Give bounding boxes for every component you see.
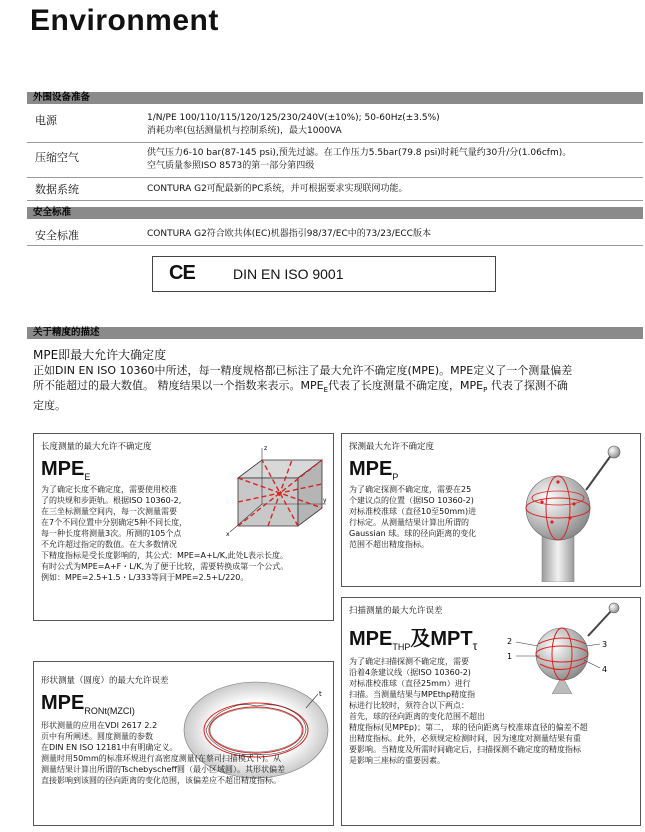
panel-length-line: 了的块规和步距轨。根据ISO 10360-2, [41,496,182,505]
section-header-accuracy: 关于精度的描述 [27,327,643,339]
panel-length-line: 不允许超过指定的数值。在大多数情况 [41,540,177,549]
panel-scanning-line: 出精度指标。此外，必须规定检测时间，因为速度对测量结果有重 [349,734,581,743]
mpe-para-4: 代表了探测不确 [487,379,568,392]
panel-scanning-symbol [349,622,477,653]
panel-length-line: 例如：MPE=2.5+1.5・L/333等同于MPE=2.5+L/220。 [41,573,249,582]
panel-length-line: 为了确定长度不确定度，需要使用校准 [41,485,177,494]
panel-scanning-title: 扫描测量的最大允许误差 [349,606,443,616]
section-header-environment: 外围设备准备 [27,92,643,104]
tolerance-t-label: t [319,690,322,698]
panel-scanning-mpt-text: MPT [430,628,473,650]
panel-probing-line: Gaussian 球。球的径向距离的变化 [349,529,477,538]
panel-length-symbol [41,458,90,482]
row-air [27,143,643,178]
row-data [27,178,643,201]
panel-form-mpe-text: MPE [41,692,85,714]
panel-form-title: 形状测量（圆度）的最大允许误差 [41,676,169,686]
panel-scanning-mpe-text: MPE [349,628,393,650]
panel-scanning-and: 及 [410,628,431,650]
panel-probing-mpe [341,433,641,587]
panel-scanning-line: 扫描。当测量结果与MPEthp精度指 [349,690,476,699]
panel-probing-text [349,484,476,550]
panel-probing-line: 为了确定探测不确定度，需要在25 [349,485,472,494]
mpe-para-1: 正如DIN EN ISO 10360中所述，每一精度规格都已标注了最大允许不确定度(MPE)。MPE定义了一个测量偏差 [33,364,573,377]
mpe-sub-e: E [323,386,329,395]
panel-length-line: 在7个不同位置中分别确定5种不同长度， [41,518,188,527]
panel-probing-symbol [349,458,398,482]
calibration-sphere-diagram [522,442,638,582]
mpe-paragraph [33,363,638,413]
panel-form-line: 测量结果计算出所谓的Tschebyscheff圆（最小区域圆）。其形状偏差 [41,765,286,774]
panel-length-mpe-text: MPE [41,458,85,480]
panel-length-line: 下精度指标是受长度影响的，其公式：MPE=A+L/K,此处L表示长度。 [41,551,289,560]
certification-box [152,256,496,292]
panel-scanning-sub: THP [392,642,411,652]
panel-form-line: 页中有所阐述。圆度测量的参数 [41,732,153,741]
panel-form-line: 形状测量的应用在VDI 2617 2.2 [41,721,158,730]
section-header-safety: 安全标准 [27,207,643,219]
row-power-label: 电源 [35,114,57,127]
panel-scanning-text [349,656,588,766]
panel-scanning-line: 对标准校准球（直径25mm）进行 [349,679,471,688]
panel-scanning-mpe [341,597,641,826]
panel-form-text [41,720,285,786]
row-safety-line-1: CONTURA G2符合欧共体(EC)机器指引98/37/EC中的73/23/ECC版本 [147,229,431,239]
panel-scanning-line: 标进行比较时，须符合以下两点： [349,701,469,710]
mpe-sub-p: P [483,386,488,395]
row-safety-label: 安全标准 [35,229,79,242]
ce-mark: CE [169,262,195,284]
din-iso-label: DIN EN ISO 9001 [233,266,344,282]
axis-y-label: y [323,497,327,504]
panel-length-mpe [33,433,334,621]
panel-form-line: 测量时用50mm的标准环规进行高密度测量(在蔡司扫描模式下)。从 [41,754,282,763]
panel-length-line: 每一种长度将测量3次。所测的105个点 [41,529,182,538]
panel-form-mpe [33,661,334,826]
row-air-line-2: 空气质量参照ISO 8573的第一部分第四级 [147,161,315,171]
panel-probing-line: 对标准校准球（直径10至50mm)进 [349,507,477,516]
panel-scanning-tau: τ [472,639,478,653]
callout-4: 4 [602,665,608,674]
page-title: Environment [30,4,219,37]
axis-x-label: x [226,531,230,538]
callout-1: 1 [507,652,513,661]
panel-length-line: 有时公式为MPE=A+F・L/K,为了便于比较，需要转换成第一个公式。 [41,562,289,571]
row-data-label: 数据系统 [35,183,79,196]
panel-length-line: 在三坐标测量空间内，每一次测量需要 [41,507,177,516]
callout-2: 2 [507,637,513,646]
row-data-line-1: CONTURA G2可配最新的PC系统，并可根据要求实现联网功能。 [147,184,408,194]
mpe-para-2: 所不能超过的最大数值。 精度结果以一个指数来表示。MPE [33,379,324,392]
panel-form-sub: RONt(MZCI) [84,706,135,716]
panel-probing-title: 探测最大允许不确定度 [349,442,435,452]
panel-length-sub: E [84,472,91,482]
panel-probing-line: 个建议点的位置（据ISO 10360-2) [349,496,474,505]
row-power [27,106,643,143]
panel-scanning-line: 沿着4条建议线（据ISO 10360-2) [349,668,471,677]
panel-probing-line: 范围不超出精度指标。 [349,540,429,549]
panel-probing-mpe-text: MPE [349,458,393,480]
axis-z-label: z [264,445,268,452]
mpe-heading: MPE即最大允许大确定度 [33,348,167,362]
row-power-line-2: 消耗功率(包括测量机与控制系统)，最大1000VA [147,126,342,136]
row-safety [27,221,643,246]
row-air-label: 压缩空气 [35,151,79,164]
panel-form-line: 在DIN EN ISO 12181中有明确定义。 [41,743,178,752]
panel-probing-sub: P [392,472,399,482]
callout-3: 3 [602,640,608,649]
panel-scanning-line: 要影响。当精度及所需时间确定后，扫描探测不确定度的精度指标 [349,745,581,754]
row-air-line-1: 供气压力6-10 bar(87-145 psi),预先过滤。在工作压力5.5bar(79.8 psi)时耗气量约30升/分(1.06cfm)。 [147,148,572,158]
panel-scanning-line: 是影响三座标的重要因素。 [349,756,445,765]
panel-form-symbol [41,692,135,716]
panel-form-line: 直接影响到该圆的径向距离的变化范围，该偏差应不超出精度指标。 [41,776,281,785]
panel-scanning-line: 为了确定扫描探测不确定度，需要 [349,657,469,666]
panel-scanning-line: 首先，球的径向距离的变化范围不超出 [349,712,485,721]
row-power-line-1: 1/N/PE 100/110/115/120/125/230/240V(±10%); 50-60Hz(±3.5%) [147,113,440,123]
panel-length-text [41,484,288,583]
mpe-para-5: 定度。 [33,399,66,413]
mpe-para-3: 代表了长度测量不确定度，MPE [328,379,484,392]
panel-scanning-line: 精度指标(见MPEp)；第二， 球的径向距离与校准球直径的偏差不超 [349,723,588,732]
panel-probing-line: 行标定。从测量结果计算出所谓的 [349,518,469,527]
panel-length-title: 长度测量的最大允许不确定度 [41,442,152,452]
